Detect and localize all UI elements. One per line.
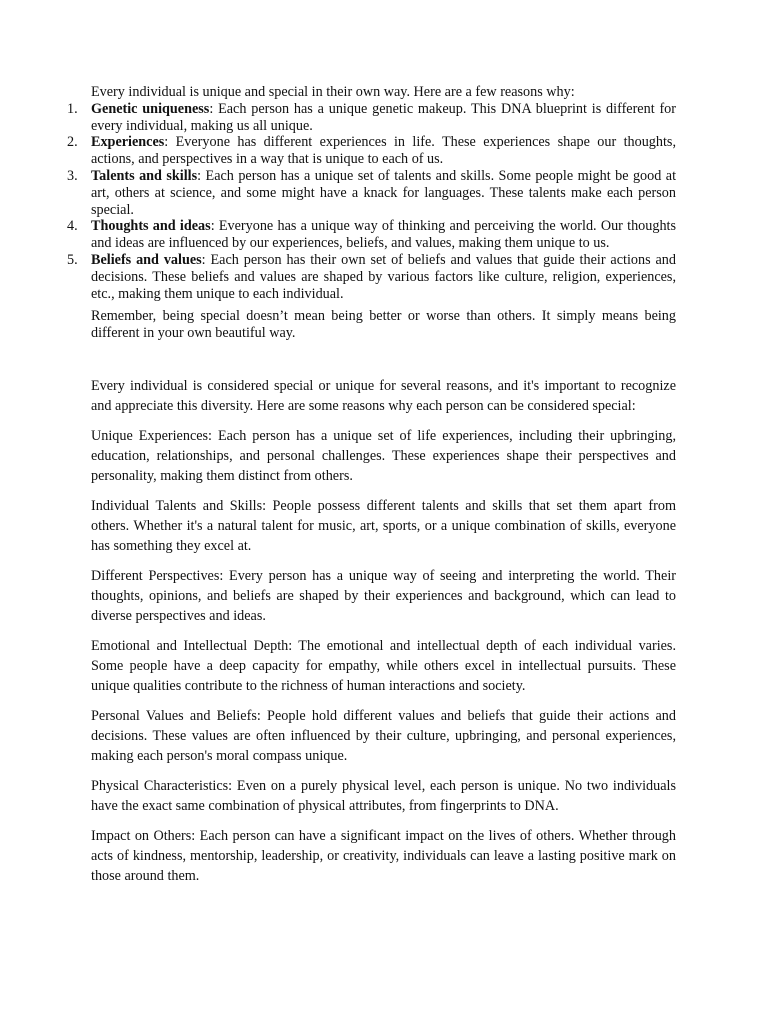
list-item-text: : Everyone has different experiences in life. These experiences shape our thoughts, actions, and perspectives in a way that is unique to each of us. bbox=[91, 134, 676, 168]
section-reasons-prose bbox=[91, 376, 676, 886]
reasons-list bbox=[67, 100, 677, 303]
body-paragraph: Personal Values and Beliefs: People hold different values and beliefs that guide their actions and decisions. These values are often influenced by their culture, upbringing, and personal experiences, making each person's moral compass unique. bbox=[91, 707, 676, 764]
list-item-title: Beliefs and values bbox=[91, 251, 202, 268]
body-paragraph: Unique Experiences: Each person has a unique set of life experiences, including their upbringing, education, relationships, and personal challenges. These experiences shape their perspectives and personality, making them distinct from others. bbox=[91, 427, 676, 484]
list-item bbox=[67, 251, 676, 302]
list-item-title: Talents and skills bbox=[91, 167, 198, 184]
closing-paragraph: Remember, being special doesn’t mean being better or worse than others. It simply means being different in your own beautiful way. bbox=[91, 308, 676, 342]
list-item-text: : Each person has their own set of beliefs and values that guide their actions and decisions. These beliefs and values are shaped by various factors like culture, religion, experiences, etc., making them unique to each individual. bbox=[91, 251, 676, 302]
list-item-text: : Everyone has a unique way of thinking and perceiving the world. Our thoughts and ideas are influenced by our experiences, beliefs, and values, making them unique to us. bbox=[91, 218, 677, 252]
list-item-title: Experiences bbox=[91, 134, 165, 151]
body-paragraph: Impact on Others: Each person can have a significant impact on the lives of others. Whether through acts of kindness, mentorship, leadership, or creativity, individuals can leave a lasting positive mark on those around them. bbox=[91, 827, 676, 884]
document-page bbox=[67, 84, 677, 896]
list-number: 1. bbox=[67, 100, 78, 117]
list-item bbox=[67, 100, 676, 135]
list-number: 4. bbox=[67, 218, 78, 235]
list-item bbox=[67, 218, 677, 252]
section-numbered-reasons bbox=[67, 84, 677, 342]
list-number: 5. bbox=[67, 251, 78, 268]
body-paragraph: Different Perspectives: Every person has a unique way of seeing and interpreting the world. Their thoughts, opinions, and beliefs are shaped by their experiences and background, which can lead to diverse perspectives and ideas. bbox=[91, 567, 676, 624]
body-paragraph: Every individual is considered special or unique for several reasons, and it's important to recognize and appreciate this diversity. Here are some reasons why each person can be considered special: bbox=[91, 377, 676, 414]
list-item-title: Thoughts and ideas bbox=[91, 218, 211, 235]
list-item-text: : Each person has a unique genetic makeup. This DNA blueprint is different for every individual, making us all unique. bbox=[91, 100, 676, 134]
body-paragraph: Physical Characteristics: Even on a purely physical level, each person is unique. No two individuals have the exact same combination of physical attributes, from fingerprints to DNA. bbox=[91, 777, 676, 814]
list-item-title: Genetic uniqueness bbox=[91, 100, 210, 117]
list-item-text: : Each person has a unique set of talents and skills. Some people might be good at art, others at science, and some might have a knack for languages. These talents make each person special. bbox=[91, 167, 677, 218]
list-item bbox=[67, 134, 676, 168]
list-item bbox=[67, 167, 677, 218]
body-paragraph: Individual Talents and Skills: People possess different talents and skills that set them apart from others. Whether it's a natural talent for music, art, sports, or a unique combination of skills, everyone has something they excel at. bbox=[91, 497, 676, 554]
body-paragraph: Emotional and Intellectual Depth: The emotional and intellectual depth of each individual varies. Some people have a deep capacity for empathy, while others excel in intellectual pursuits. These unique qualities contribute to the richness of human interactions and society. bbox=[91, 637, 676, 694]
list-number: 3. bbox=[67, 167, 78, 184]
list-number: 2. bbox=[67, 134, 78, 151]
intro-paragraph: Every individual is unique and special in their own way. Here are a few reasons why: bbox=[91, 84, 575, 100]
